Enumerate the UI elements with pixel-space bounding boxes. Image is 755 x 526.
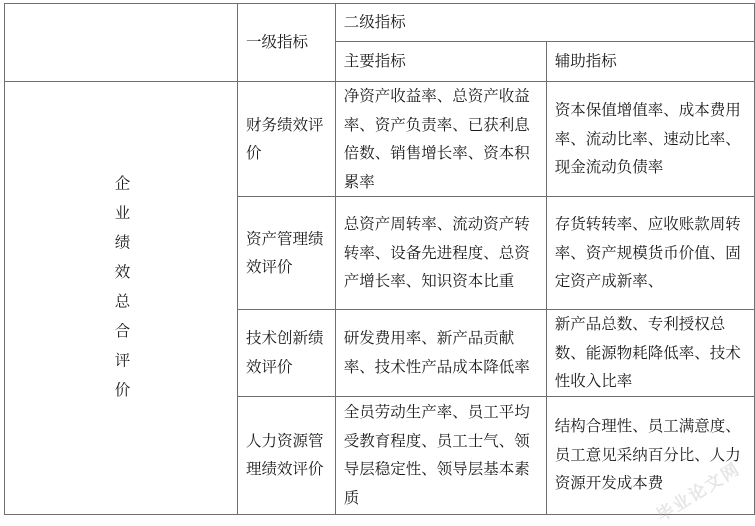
row-main: 研发费用率、新产品贡献率、技术性产品成本降低率 [335,310,546,397]
row-name: 人力资源管理绩效评价 [238,396,336,514]
row-main: 总资产周转率、流动资产转转率、设备先进程度、总资产增长率、知识资本比重 [335,197,546,310]
row-name: 技术创新绩效评价 [238,310,336,397]
row-name: 资产管理绩效评价 [238,197,336,310]
header-level1: 一级指标 [238,4,336,82]
row-main: 全员劳动生产率、员工平均受教育程度、员工士气、领导层稳定性、领导层基本素质 [335,396,546,514]
category-text: 企业绩效总合评价 [112,174,131,411]
row-name: 财务绩效评价 [238,82,336,197]
row-aux: 存货转转率、应收账款周转率、资产规模货币价值、固定资产成新率、 [546,197,754,310]
corner-empty-cell [5,4,238,82]
row-aux: 结构合理性、员工满意度、员工意见采纳百分比、人力资源开发成本费 [546,396,754,514]
row-aux: 新产品总数、专利授权总数、能源物耗降低率、技术性收入比率 [546,310,754,397]
watermark: 毕业论文网 [653,458,745,526]
category-cell [5,82,238,515]
header-aux: 辅助指标 [546,42,754,82]
row-main: 净资产收益率、总资产收益率、资产负责率、已获利息倍数、销售增长率、资本积累率 [335,82,546,197]
row-aux: 资本保值增值率、成本费用率、流动比率、速动比率、现金流动负债率 [546,82,754,197]
indicator-table [4,3,755,515]
header-main: 主要指标 [335,42,546,82]
header-level2: 二级指标 [335,4,754,42]
